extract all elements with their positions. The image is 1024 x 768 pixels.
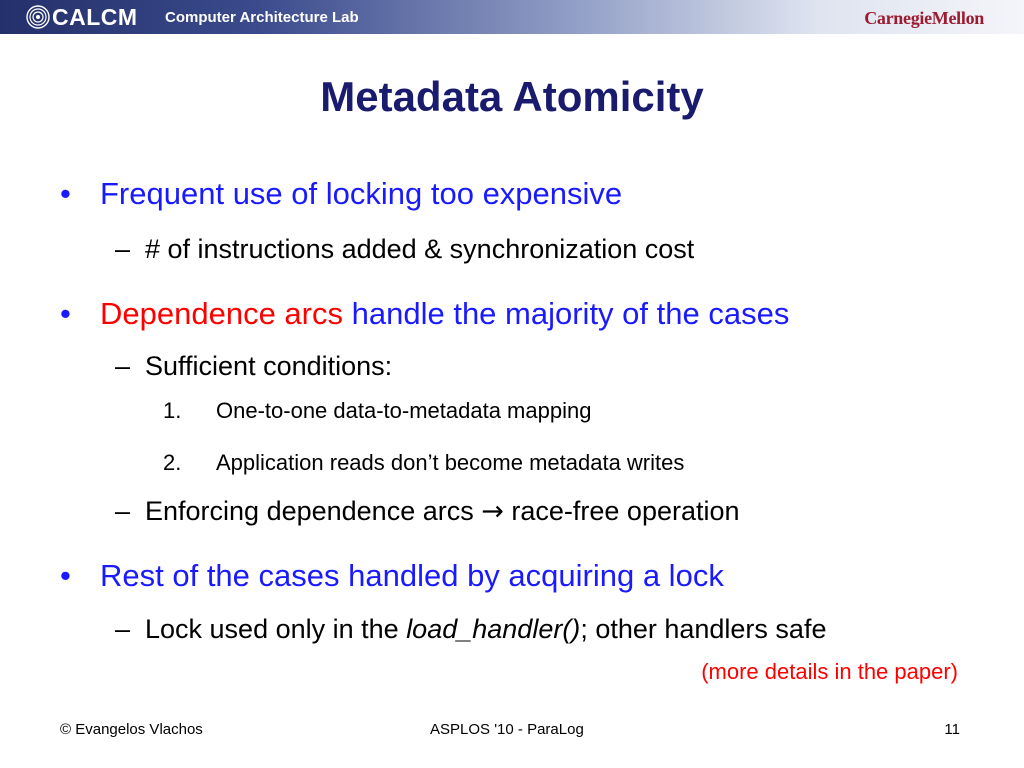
- numbered-item-number: 1.: [163, 398, 182, 423]
- bullet-text-3: Rest of the cases handled by acquiring a lock: [100, 558, 724, 593]
- sub-bullet-text-3-1: [145, 613, 826, 645]
- bullet-marker: •: [60, 176, 71, 211]
- sub-bullet-text-before: Enforcing dependence arcs: [145, 496, 474, 526]
- bullet-text-2-red: Dependence arcs: [100, 296, 343, 331]
- bullet-marker: •: [60, 558, 71, 593]
- slide-title: Metadata Atomicity: [320, 73, 704, 120]
- footer-page-number: 11: [944, 721, 960, 738]
- numbered-item-text: One-to-one data-to-metadata mapping: [216, 398, 592, 423]
- sub-bullet-dash: –: [115, 496, 131, 526]
- lab-name: Computer Architecture Lab: [165, 9, 359, 26]
- header-bar: [0, 0, 1024, 34]
- sub-bullet-text-before: Lock used only in the: [145, 614, 399, 644]
- arrow-right-icon: →: [481, 496, 504, 527]
- details-note: (more details in the paper): [701, 659, 958, 684]
- numbered-item-number: 2.: [163, 450, 182, 475]
- numbered-item-text: Application reads don’t become metadata writes: [216, 450, 685, 475]
- sub-bullet-dash: –: [115, 234, 131, 264]
- sub-bullet-dash: –: [115, 614, 131, 644]
- bullet-text-2: [100, 296, 789, 332]
- calcm-logo-icon: [26, 5, 50, 29]
- function-name: load_handler(): [406, 614, 581, 644]
- bullet-marker: •: [60, 296, 71, 331]
- bullet-text-1: Frequent use of locking too expensive: [100, 176, 623, 211]
- footer-venue: ASPLOS '10 - ParaLog: [430, 721, 584, 738]
- sub-bullet-text-1-1: # of instructions added & synchronization cost: [145, 234, 695, 264]
- sub-bullet-dash: –: [115, 351, 131, 381]
- sub-bullet-text-2-1: Sufficient conditions:: [145, 351, 393, 381]
- university-logo-text: CarnegieMellon: [864, 8, 984, 28]
- bullet-text-2-blue: handle the majority of the cases: [351, 296, 790, 331]
- sub-bullet-text-after: ; other handlers safe: [580, 614, 827, 644]
- footer-author: © Evangelos Vlachos: [60, 721, 203, 738]
- sub-bullet-text-2-2: [145, 495, 740, 528]
- sub-bullet-text-after: race-free operation: [511, 496, 740, 526]
- calcm-logo-text: CALCM: [52, 4, 138, 30]
